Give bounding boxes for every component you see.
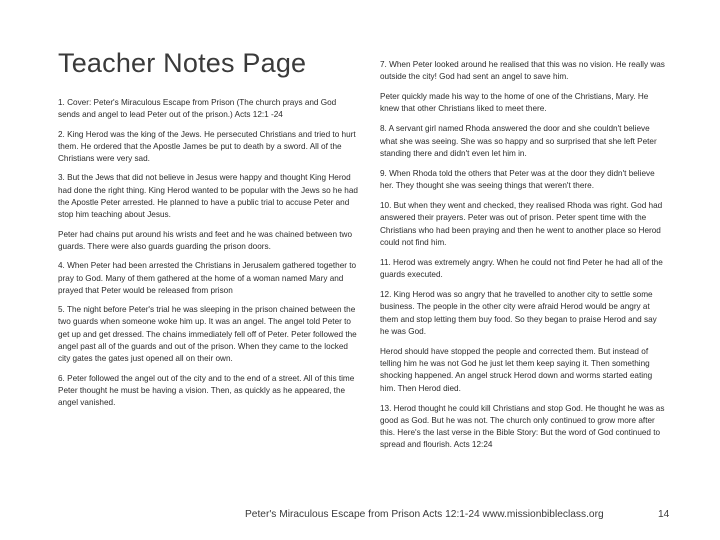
page-number: 14 [658, 509, 670, 520]
left-column [58, 97, 358, 417]
note-paragraph: 13. Herod thought he could kill Christians and stop God. He thought he was as good as God. But he was not. The church only continued to grow more after this. Here's the last verse in the Bible Story: But the word of God continued to spread and flourish. Acts 12:24 [380, 403, 665, 450]
note-paragraph: 4. When Peter had been arrested the Christians in Jerusalem gathered together to pray to God. Many of them gathered at the home of a woman named Mary and prayed that Peter would be released from prison [58, 261, 357, 295]
note-paragraph: Herod should have stopped the people and corrected them. But instead of telling him he was not God he just let them keep saying it. Then something shocking happened. An angel struck Herod down and worms started eating him. Then Herod died. [380, 346, 653, 393]
note-paragraph: 10. But when they went and checked, they realised Rhoda was right. God had answered their prayers. Peter was out of prison. Peter spent time with the Christians who had been praying and then he went to another place so Herod could not find him. [380, 201, 663, 247]
footer-text: Peter's Miraculous Escape from Prison Acts 12:1-24 www.missionbibleclass.org [245, 509, 604, 520]
note-paragraph: 8. A servant girl named Rhoda answered the door and she couldn't believe what she was seeing. She was so happy and so surprised that she left Peter standing there and didn't even let him in. [380, 124, 657, 158]
page-title: Teacher Notes Page [58, 48, 307, 78]
note-paragraph: 2. King Herod was the king of the Jews. He persecuted Christians and tried to hurt them. He ordered that the Apostle James be put to death by a sword. All of the Christians were very sad. [58, 129, 356, 164]
note-paragraph: 7. When Peter looked around he realised that this was no vision. He really was outside the city! God had sent an angel to save him. [380, 60, 665, 82]
note-paragraph: 5. The night before Peter's trial he was sleeping in the prison chained between the two guards when someone woke him up. It was an angel. The angel told Peter to get up and get dressed. The chains immediately fell off of Peter. Peter followed the angel past all of the guards and out of the prison. When they came to the locked city gates the gates just opened all on their own. [58, 305, 357, 364]
note-paragraph: 3. But the Jews that did not believe in Jesus were happy and thought King Herod had done the right thing. King Herod wanted to be popular with the Jews so he had the Apostle Peter arrested. He planned to have a public trial to accuse Peter and stop him teaching about Jesus. [58, 173, 358, 220]
note-paragraph: 6. Peter followed the angel out of the city and to the end of a street. All of this time Peter thought he must be having a vision. Then, as quickly as he appeared, the angel vanished. [58, 373, 355, 408]
right-column [380, 59, 665, 459]
note-paragraph: 11. Herod was extremely angry. When he could not find Peter he had all of the guards executed. [380, 257, 663, 280]
note-paragraph: 1. Cover: Peter's Miraculous Escape from Prison (The church prays and God sends and angel to lead Peter out of the prison.) Acts 12:1 -24 [58, 98, 337, 120]
note-paragraph: Peter quickly made his way to the home of one of the Christians, Mary. He knew that other Christians liked to meet there. [380, 92, 649, 114]
note-paragraph: 9. When Rhoda told the others that Peter was at the door they didn't believe her. They thought she was seeing things that weren't there. [380, 168, 655, 191]
footer [0, 509, 720, 525]
note-paragraph: 12. King Herod was so angry that he travelled to another city to settle some business. The people in the other city were afraid Herod would be angry at them and stop letting them buy food. So they began to praise Herod and say he was God. [380, 290, 657, 336]
note-paragraph: Peter had chains put around his wrists and feet and he was chained between two guards. There were also guards guarding the prison doors. [58, 229, 353, 251]
